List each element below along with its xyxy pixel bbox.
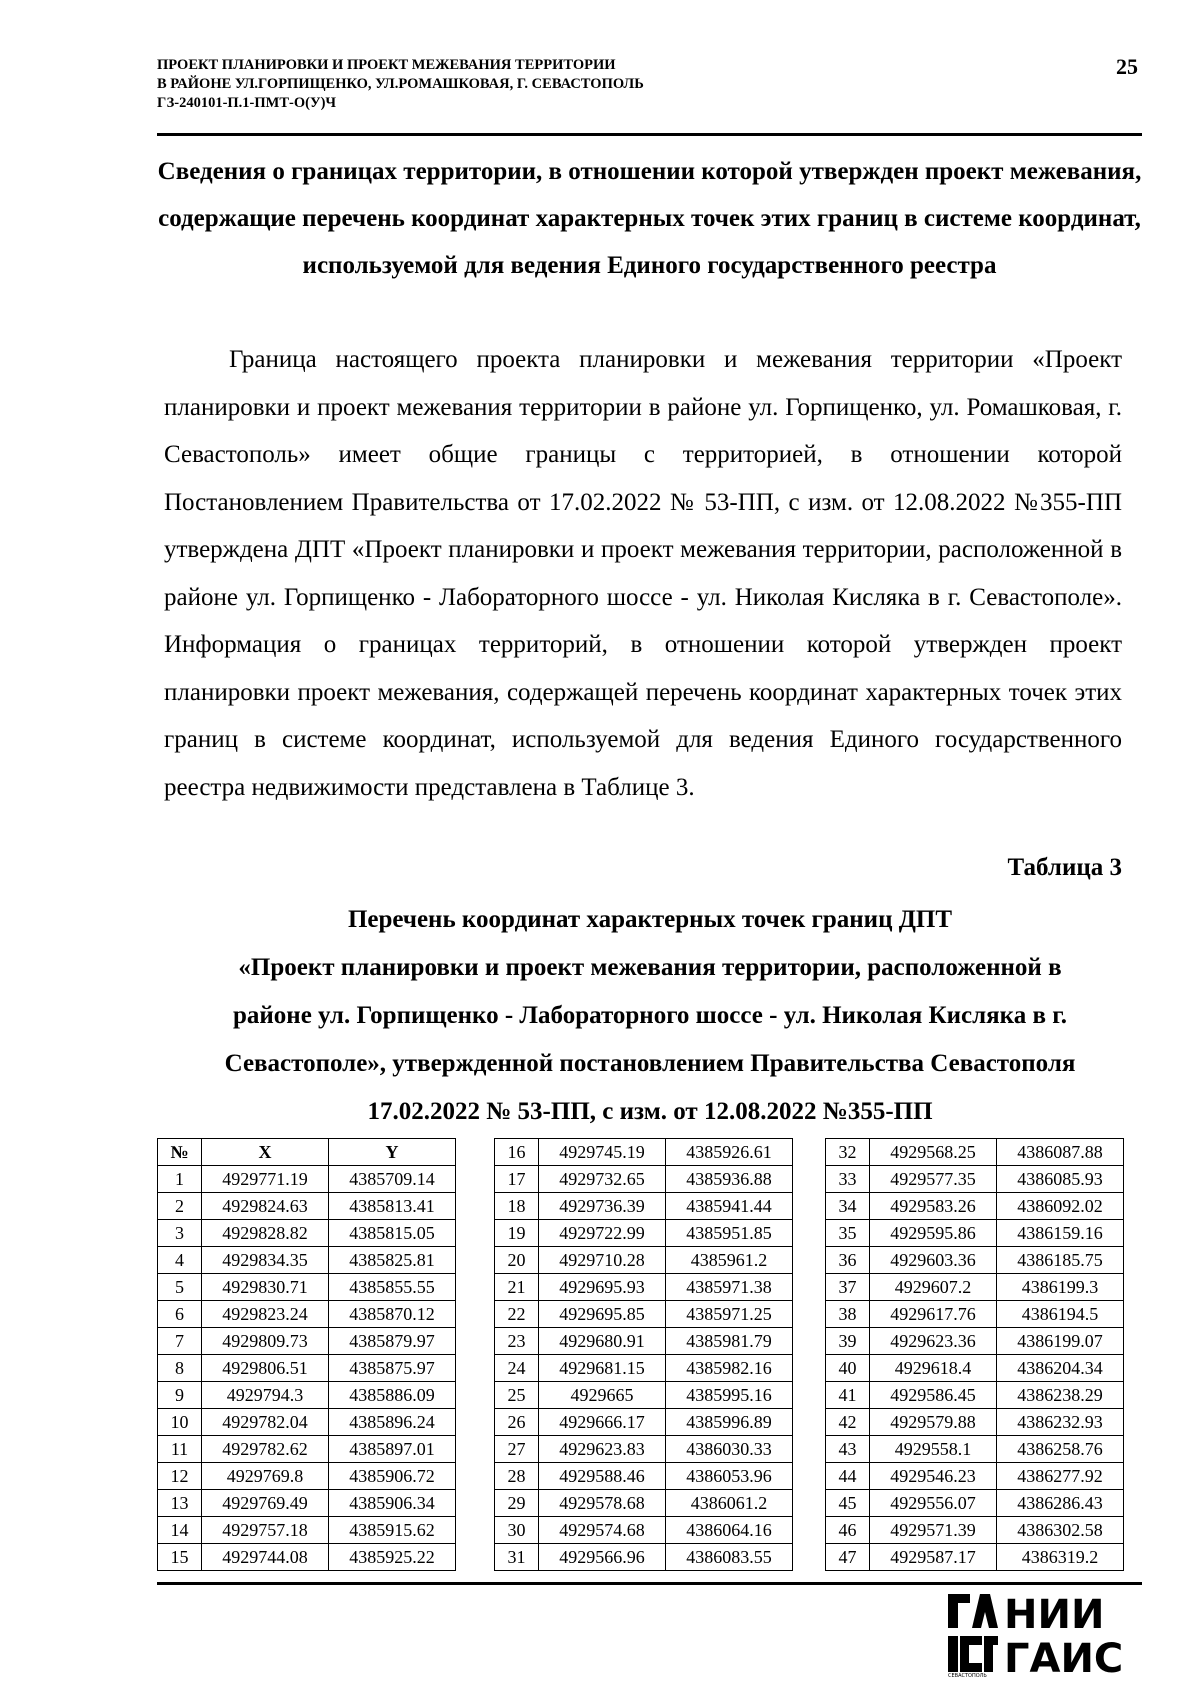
point-x: 4929771.19 (202, 1166, 329, 1193)
point-number: 9 (158, 1382, 202, 1409)
table-row (826, 1328, 1124, 1355)
table-title (150, 896, 1150, 1136)
table-row (495, 1436, 793, 1463)
point-y: 4385936.88 (666, 1166, 793, 1193)
point-y: 4386061.2 (666, 1490, 793, 1517)
logo-text-bottom: ГАИС (1004, 1636, 1124, 1678)
point-y: 4385813.41 (329, 1193, 456, 1220)
point-x: 4929824.63 (202, 1193, 329, 1220)
point-y: 4385906.72 (329, 1463, 456, 1490)
point-y: 4385971.38 (666, 1274, 793, 1301)
point-y: 4385709.14 (329, 1166, 456, 1193)
table-row (826, 1544, 1124, 1571)
point-x: 4929571.39 (870, 1517, 997, 1544)
table-label: Таблица 3 (1007, 854, 1122, 881)
body-paragraph: Граница настоящего проекта планировки и межевания территории «Проект планировки и проект межевания территории в районе ул. Горпищенко, ул. Ромашковая, г. Севастополь» имеет общие границы с территорией, в отношении которой Постановлением Правительства от 17.02.2022 № 53-ПП, с изм. от 12.08.2022 №355-ПП утверждена ДПТ «Проект планировки и проект межевания территории, расположенной в районе ул. Горпищенко - Лабораторного шоссе - ул. Николая Кисляка в г. Севастополе». Информация о границах территорий, в отношении которой утвержден проект планировки проект межевания, содержащей перечень координат характерных точек этих границ в системе координат, используемой для ведения Единого государственного реестра недвижимости представлена в Таблице 3. (164, 346, 1122, 801)
point-number: 45 (826, 1490, 870, 1517)
coordinates-table-3 (825, 1138, 1124, 1571)
point-x: 4929566.96 (539, 1544, 666, 1571)
table-row (826, 1436, 1124, 1463)
point-number: 35 (826, 1220, 870, 1247)
table-row (158, 1274, 456, 1301)
table-row (495, 1220, 793, 1247)
point-y: 4386199.07 (997, 1328, 1124, 1355)
point-x: 4929757.18 (202, 1517, 329, 1544)
point-number: 16 (495, 1139, 539, 1166)
point-number: 37 (826, 1274, 870, 1301)
point-y: 4385906.34 (329, 1490, 456, 1517)
table-row (495, 1166, 793, 1193)
point-y: 4385941.44 (666, 1193, 793, 1220)
point-x: 4929577.35 (870, 1166, 997, 1193)
table-row (158, 1220, 456, 1247)
table-row (158, 1517, 456, 1544)
table-row (495, 1490, 793, 1517)
point-x: 4929595.86 (870, 1220, 997, 1247)
point-number: 1 (158, 1166, 202, 1193)
point-number: 34 (826, 1193, 870, 1220)
point-number: 29 (495, 1490, 539, 1517)
header-line-2: В РАЙОНЕ УЛ.ГОРПИЩЕНКО, УЛ.РОМАШКОВАЯ, Г. СЕВАСТОПОЛЬ (157, 76, 644, 92)
point-y: 4385815.05 (329, 1220, 456, 1247)
point-y: 4386159.16 (997, 1220, 1124, 1247)
table-row (826, 1220, 1124, 1247)
point-x: 4929583.26 (870, 1193, 997, 1220)
point-x: 4929823.24 (202, 1301, 329, 1328)
footer-divider (157, 1582, 1142, 1585)
point-x: 4929618.4 (870, 1355, 997, 1382)
point-number: 3 (158, 1220, 202, 1247)
coordinates-table-2 (494, 1138, 793, 1571)
point-number: 41 (826, 1382, 870, 1409)
point-number: 2 (158, 1193, 202, 1220)
point-number: 19 (495, 1220, 539, 1247)
point-x: 4929782.04 (202, 1409, 329, 1436)
table-title-line-1: Перечень координат характерных точек границ ДПТ (347, 906, 953, 933)
point-x: 4929695.85 (539, 1301, 666, 1328)
table-row (826, 1247, 1124, 1274)
table-row (158, 1247, 456, 1274)
table-row (826, 1301, 1124, 1328)
point-y: 4386083.55 (666, 1544, 793, 1571)
point-y: 4385875.97 (329, 1355, 456, 1382)
point-y: 4386064.16 (666, 1517, 793, 1544)
point-y: 4385855.55 (329, 1274, 456, 1301)
point-x: 4929587.17 (870, 1544, 997, 1571)
table-row (158, 1382, 456, 1409)
header-y: Y (329, 1139, 456, 1166)
point-y: 4386185.75 (997, 1247, 1124, 1274)
table-row (158, 1166, 456, 1193)
point-y: 4385896.24 (329, 1409, 456, 1436)
point-y: 4385982.16 (666, 1355, 793, 1382)
point-number: 43 (826, 1436, 870, 1463)
point-number: 14 (158, 1517, 202, 1544)
point-x: 4929769.8 (202, 1463, 329, 1490)
table-row (495, 1409, 793, 1436)
point-x: 4929782.62 (202, 1436, 329, 1463)
point-y: 4385825.81 (329, 1247, 456, 1274)
point-y: 4385897.01 (329, 1436, 456, 1463)
table-row (158, 1409, 456, 1436)
table-row (826, 1139, 1124, 1166)
point-x: 4929809.73 (202, 1328, 329, 1355)
table-row (495, 1139, 793, 1166)
point-number: 33 (826, 1166, 870, 1193)
point-y: 4385961.2 (666, 1247, 793, 1274)
point-y: 4385981.79 (666, 1328, 793, 1355)
table-row (495, 1247, 793, 1274)
point-y: 4385925.22 (329, 1544, 456, 1571)
point-number: 39 (826, 1328, 870, 1355)
point-number: 27 (495, 1436, 539, 1463)
point-y: 4385886.09 (329, 1382, 456, 1409)
nii-gais-logo (946, 1588, 1146, 1678)
point-x: 4929744.08 (202, 1544, 329, 1571)
point-number: 30 (495, 1517, 539, 1544)
point-y: 4386194.5 (997, 1301, 1124, 1328)
page-number: 25 (1116, 54, 1138, 79)
point-number: 7 (158, 1328, 202, 1355)
point-number: 15 (158, 1544, 202, 1571)
point-number: 40 (826, 1355, 870, 1382)
table-row (495, 1544, 793, 1571)
section-title: Сведения о границах территории, в отношении которой утвержден проект межевания, содержащие перечень координат характерных точек этих границ в системе координат, используемой для ведения Единого государственного реестра (157, 158, 1142, 279)
point-number: 36 (826, 1247, 870, 1274)
point-x: 4929665 (539, 1382, 666, 1409)
table-row (495, 1274, 793, 1301)
point-y: 4385996.89 (666, 1409, 793, 1436)
point-number: 6 (158, 1301, 202, 1328)
logo-small-text: СЕВАСТОПОЛЬ (948, 1673, 987, 1678)
point-x: 4929623.83 (539, 1436, 666, 1463)
point-number: 46 (826, 1517, 870, 1544)
point-number: 10 (158, 1409, 202, 1436)
point-number: 25 (495, 1382, 539, 1409)
point-y: 4385915.62 (329, 1517, 456, 1544)
table-row (495, 1355, 793, 1382)
point-y: 4386030.33 (666, 1436, 793, 1463)
point-number: 4 (158, 1247, 202, 1274)
table-row (495, 1382, 793, 1409)
table-row (158, 1544, 456, 1571)
table-row (826, 1463, 1124, 1490)
table-row (826, 1490, 1124, 1517)
point-x: 4929579.88 (870, 1409, 997, 1436)
coordinates-table-1 (157, 1138, 456, 1571)
point-x: 4929574.68 (539, 1517, 666, 1544)
table-header-row (158, 1139, 456, 1166)
point-y: 4386204.34 (997, 1355, 1124, 1382)
table-row (158, 1490, 456, 1517)
point-y: 4386092.02 (997, 1193, 1124, 1220)
point-number: 42 (826, 1409, 870, 1436)
table-row (158, 1463, 456, 1490)
point-number: 32 (826, 1139, 870, 1166)
point-x: 4929806.51 (202, 1355, 329, 1382)
point-x: 4929745.19 (539, 1139, 666, 1166)
point-x: 4929617.76 (870, 1301, 997, 1328)
table-row (826, 1166, 1124, 1193)
header-num: № (158, 1139, 202, 1166)
point-x: 4929558.1 (870, 1436, 997, 1463)
point-number: 17 (495, 1166, 539, 1193)
point-y: 4385870.12 (329, 1301, 456, 1328)
table-row (158, 1301, 456, 1328)
point-y: 4386232.93 (997, 1409, 1124, 1436)
point-number: 31 (495, 1544, 539, 1571)
point-x: 4929722.99 (539, 1220, 666, 1247)
point-x: 4929578.68 (539, 1490, 666, 1517)
point-y: 4385926.61 (666, 1139, 793, 1166)
point-number: 44 (826, 1463, 870, 1490)
point-number: 24 (495, 1355, 539, 1382)
point-x: 4929769.49 (202, 1490, 329, 1517)
point-y: 4386085.93 (997, 1166, 1124, 1193)
table-row (826, 1517, 1124, 1544)
table-row (826, 1355, 1124, 1382)
point-number: 23 (495, 1328, 539, 1355)
point-y: 4386053.96 (666, 1463, 793, 1490)
point-number: 11 (158, 1436, 202, 1463)
point-y: 4386199.3 (997, 1274, 1124, 1301)
point-x: 4929681.15 (539, 1355, 666, 1382)
header-x: X (202, 1139, 329, 1166)
table-title-line-5: 17.02.2022 № 53-ПП, с изм. от 12.08.2022 №355-ПП (367, 1098, 933, 1125)
point-y: 4386258.76 (997, 1436, 1124, 1463)
table-row (826, 1382, 1124, 1409)
point-x: 4929588.46 (539, 1463, 666, 1490)
point-y: 4386087.88 (997, 1139, 1124, 1166)
point-x: 4929828.82 (202, 1220, 329, 1247)
point-x: 4929736.39 (539, 1193, 666, 1220)
table-row (495, 1463, 793, 1490)
header-code: ГЗ-240101-П.1-ПМТ-О(У)Ч (157, 95, 337, 111)
table-row (826, 1274, 1124, 1301)
table-row (495, 1328, 793, 1355)
point-x: 4929568.25 (870, 1139, 997, 1166)
point-x: 4929623.36 (870, 1328, 997, 1355)
point-number: 12 (158, 1463, 202, 1490)
table-row (158, 1355, 456, 1382)
table-row (495, 1301, 793, 1328)
point-x: 4929830.71 (202, 1274, 329, 1301)
point-x: 4929794.3 (202, 1382, 329, 1409)
table-title-line-4: Севастополе», утвержденной постановлением Правительства Севастополя (224, 1050, 1076, 1077)
table-row (158, 1436, 456, 1463)
table-row (495, 1193, 793, 1220)
point-x: 4929680.91 (539, 1328, 666, 1355)
point-y: 4385879.97 (329, 1328, 456, 1355)
point-x: 4929607.2 (870, 1274, 997, 1301)
point-number: 18 (495, 1193, 539, 1220)
point-x: 4929695.93 (539, 1274, 666, 1301)
point-y: 4386277.92 (997, 1463, 1124, 1490)
point-y: 4386319.2 (997, 1544, 1124, 1571)
point-y: 4386286.43 (997, 1490, 1124, 1517)
point-x: 4929556.07 (870, 1490, 997, 1517)
point-number: 20 (495, 1247, 539, 1274)
point-x: 4929710.28 (539, 1247, 666, 1274)
point-x: 4929546.23 (870, 1463, 997, 1490)
point-y: 4386302.58 (997, 1517, 1124, 1544)
point-number: 21 (495, 1274, 539, 1301)
table-row (158, 1193, 456, 1220)
logo-mark-icon (946, 1588, 1146, 1678)
point-y: 4386238.29 (997, 1382, 1124, 1409)
table-title-line-2: «Проект планировки и проект межевания территории, расположенной в (238, 954, 1062, 981)
point-x: 4929732.65 (539, 1166, 666, 1193)
table-row (158, 1328, 456, 1355)
table-row (826, 1193, 1124, 1220)
point-y: 4385971.25 (666, 1301, 793, 1328)
point-x: 4929603.36 (870, 1247, 997, 1274)
point-y: 4385951.85 (666, 1220, 793, 1247)
point-number: 26 (495, 1409, 539, 1436)
point-x: 4929666.17 (539, 1409, 666, 1436)
table-title-line-3: районе ул. Горпищенко - Лабораторного шоссе - ул. Николая Кисляка в г. (233, 1002, 1067, 1029)
logo-text-top: НИИ (1004, 1592, 1105, 1638)
table-row (826, 1409, 1124, 1436)
point-y: 4385995.16 (666, 1382, 793, 1409)
document-header (157, 56, 1142, 113)
point-number: 5 (158, 1274, 202, 1301)
point-x: 4929834.35 (202, 1247, 329, 1274)
point-number: 47 (826, 1544, 870, 1571)
header-divider (157, 133, 1142, 136)
point-number: 22 (495, 1301, 539, 1328)
table-row (495, 1517, 793, 1544)
point-number: 13 (158, 1490, 202, 1517)
point-number: 38 (826, 1301, 870, 1328)
point-x: 4929586.45 (870, 1382, 997, 1409)
point-number: 28 (495, 1463, 539, 1490)
point-number: 8 (158, 1355, 202, 1382)
header-line-1: ПРОЕКТ ПЛАНИРОВКИ И ПРОЕКТ МЕЖЕВАНИЯ ТЕРРИТОРИИ (157, 57, 616, 73)
